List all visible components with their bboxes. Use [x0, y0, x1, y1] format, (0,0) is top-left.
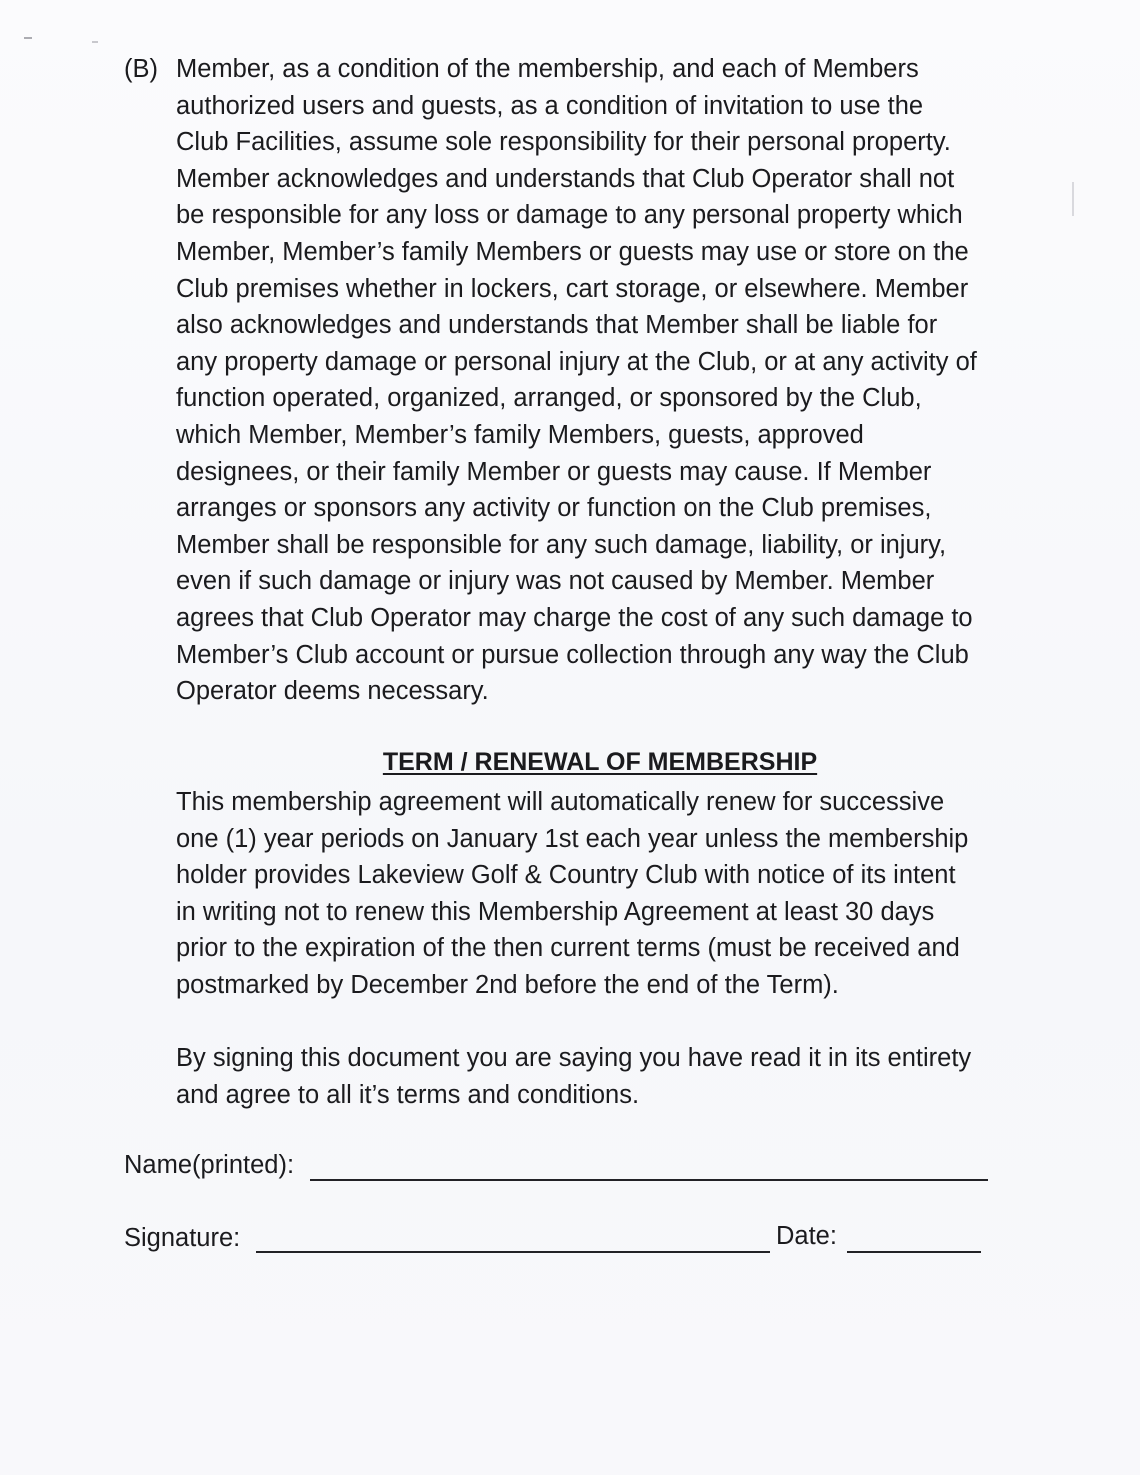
signature-line[interactable] — [256, 1251, 770, 1253]
paragraph-b-line: be responsible for any loss or damage to any personal property which — [176, 201, 963, 230]
paragraph-b-line: also acknowledges and understands that Member shall be liable for — [176, 311, 938, 340]
paragraph-b-line: authorized users and guests, as a condition of invitation to use the — [176, 91, 924, 120]
signing-line: By signing this document you are saying you have read it in its entirety — [176, 1044, 972, 1072]
renewal-line: prior to the expiration of the then current terms (must be received and — [176, 934, 960, 963]
paragraph-b-line: Member shall be responsible for any such damage, liability, or injury, — [176, 530, 947, 559]
date-line[interactable] — [847, 1251, 981, 1253]
name-printed-label: Name(printed): — [124, 1151, 295, 1179]
scan-artifact-mark — [92, 41, 98, 43]
section-heading: TERM / RENEWAL OF MEMBERSHIP — [382, 748, 818, 776]
paragraph-b-line: designees, or their family Member or guests may cause. If Member — [176, 457, 932, 486]
renewal-line: holder provides Lakeview Golf & Country Club with notice of its intent — [176, 861, 956, 890]
scan-artifact-line — [1072, 182, 1074, 216]
paragraph-b-line: which Member, Member’s family Members, guests, approved — [176, 420, 864, 449]
paragraph-b-line: function operated, organized, arranged, or sponsored by the Club, — [176, 384, 922, 413]
paragraph-b-body — [176, 51, 1026, 710]
paragraph-b-line: Club Facilities, assume sole responsibility for their personal property. — [176, 128, 951, 157]
name-printed-line[interactable] — [310, 1179, 988, 1181]
paragraph-b-line: even if such damage or injury was not caused by Member. Member — [176, 567, 935, 596]
scan-artifact-mark — [24, 37, 32, 39]
signing-line: and agree to all it’s terms and conditions. — [176, 1080, 640, 1109]
date-label: Date: — [776, 1222, 837, 1250]
renewal-line: one (1) year periods on January 1st each year unless the membership — [176, 824, 969, 853]
paragraph-b-line: Member, Member’s family Members or guests may use or store on the — [176, 237, 969, 266]
renewal-line: This membership agreement will automatically renew for successive — [176, 788, 945, 816]
renewal-line: in writing not to renew this Membership Agreement at least 30 days — [176, 897, 935, 926]
paragraph-b-label: (B) — [124, 55, 158, 83]
paragraph-b-line: Operator deems necessary. — [176, 677, 489, 706]
paragraph-b-line: Club premises whether in lockers, cart storage, or elsewhere. Member — [176, 274, 969, 303]
paragraph-b-line: any property damage or personal injury at the Club, or at any activity of — [176, 347, 977, 376]
renewal-line: postmarked by December 2nd before the end of the Term). — [176, 970, 839, 999]
paragraph-b-line: agrees that Club Operator may charge the cost of any such damage to — [176, 603, 973, 632]
paragraph-b-line: Member’s Club account or pursue collection through any way the Club — [176, 640, 969, 669]
paragraph-b-line: arranges or sponsors any activity or function on the Club premises, — [176, 494, 932, 523]
paragraph-b-line: Member, as a condition of the membership, and each of Members — [176, 55, 919, 83]
signing-statement — [176, 1040, 1036, 1113]
paragraph-b-line: Member acknowledges and understands that Club Operator shall not — [176, 164, 955, 193]
renewal-paragraph — [176, 784, 1036, 1004]
signature-label: Signature: — [124, 1224, 241, 1252]
